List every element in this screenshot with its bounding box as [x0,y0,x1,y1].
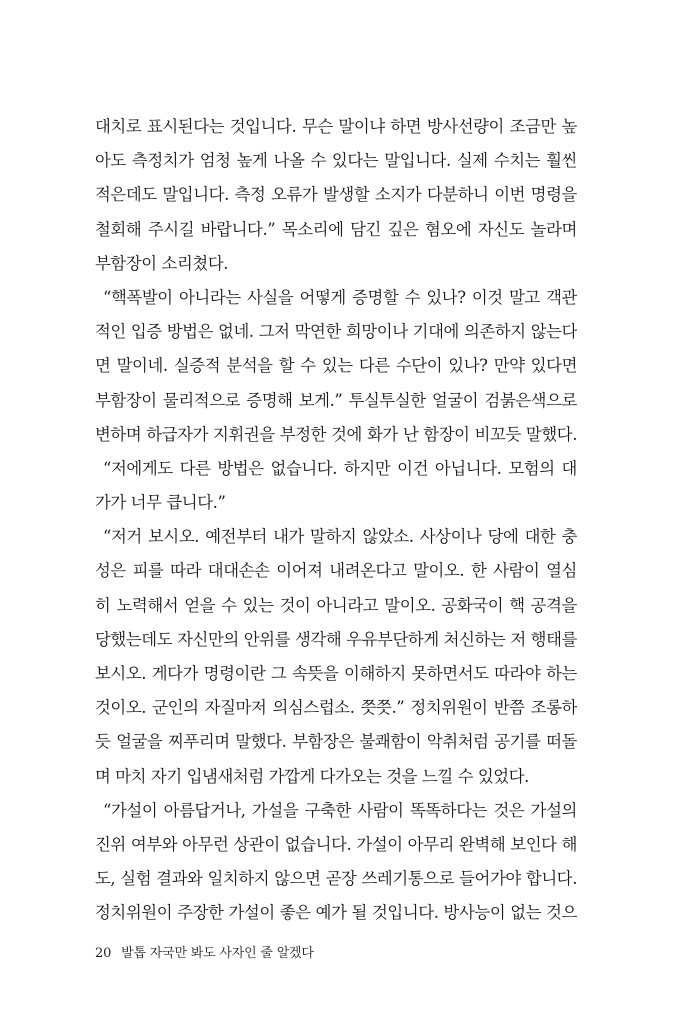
text-line: 당했는데도 자신만의 안위를 생각해 우유부단하게 처신하는 저 행태를 [95,629,577,649]
text-line: 듯 얼굴을 찌푸리며 말했다. 부함장은 불쾌함이 악취처럼 공기를 떠돌 [95,732,577,752]
text-line: 적은데도 말입니다. 측정 오류가 발생할 소지가 다분하니 이번 명령을 [95,185,577,205]
text-line: 면 말이네. 실증적 분석을 할 수 있는 다른 수단이 있나? 만약 있다면 [95,356,577,376]
text-line: 보시오. 게다가 명령이란 그 속뜻을 이해하지 못하면서도 따라야 하는 [95,664,577,683]
page-footer [95,942,314,961]
text-line: 며 마치 자기 입냄새처럼 가깝게 다가오는 것을 느낄 수 있었다. [95,766,529,786]
text-line: “저거 보시오. 예전부터 내가 말하지 않았소. 사상이나 당에 대한 충 [103,527,577,547]
text-line: 성은 피를 따라 대대손손 이어져 내려온다고 말이오. 한 사람이 열심 [95,561,577,581]
text-line: 도, 실험 결과와 일치하지 않으면 곧장 쓰레기통으로 들어가야 합니다. [95,869,577,889]
text-line: 대치로 표시된다는 것입니다. 무슨 말이냐 하면 방사선량이 조금만 높 [95,117,577,136]
text-line: 것이오. 군인의 자질마저 의심스럽소. 쯧쯧.” 정치위원이 반쯤 조롱하 [95,698,577,718]
text-line: 정치위원이 주장한 가설이 좋은 예가 될 것입니다. 방사능이 없는 것으 [95,903,577,923]
text-line: “핵폭발이 아니라는 사실을 어떻게 증명할 수 있나? 이것 말고 객관 [103,287,577,307]
text-line: 철회해 주시길 바랍니다.” 목소리에 담긴 깊은 혐오에 자신도 놀라며 [95,219,577,239]
text-line: 진위 여부와 아무런 상관이 없습니다. 가설이 아무리 완벽해 보인다 해 [95,834,577,854]
text-line: 가가 너무 큽니다.” [95,493,226,513]
running-title: 발톱 자국만 봐도 사자인 줄 알겠다 [121,946,314,961]
body-text [95,110,577,931]
text-line: 적인 입증 방법은 없네. 그저 막연한 희망이나 기대에 의존하지 않는다 [95,322,577,342]
page-number: 20 [95,946,112,961]
text-line: 히 노력해서 얻을 수 있는 것이 아니라고 말이오. 공화국이 핵 공격을 [95,595,577,615]
text-line: 변하며 하급자가 지휘권을 부정한 것에 화가 난 함장이 비꼬듯 말했다. [95,424,577,444]
text-line: 아도 측정치가 엄청 높게 나올 수 있다는 말입니다. 실제 수치는 훨씬 [95,151,577,171]
text-line: “저에게도 다른 방법은 없습니다. 하지만 이건 아닙니다. 모험의 대 [103,458,577,478]
text-line: “가설이 아름답거나, 가설을 구축한 사람이 똑똑하다는 것은 가설의 [103,800,577,820]
text-line: 부함장이 소리쳤다. [95,253,229,273]
text-line: 부함장이 물리적으로 증명해 보게.” 투실투실한 얼굴이 검붉은색으로 [95,390,577,410]
